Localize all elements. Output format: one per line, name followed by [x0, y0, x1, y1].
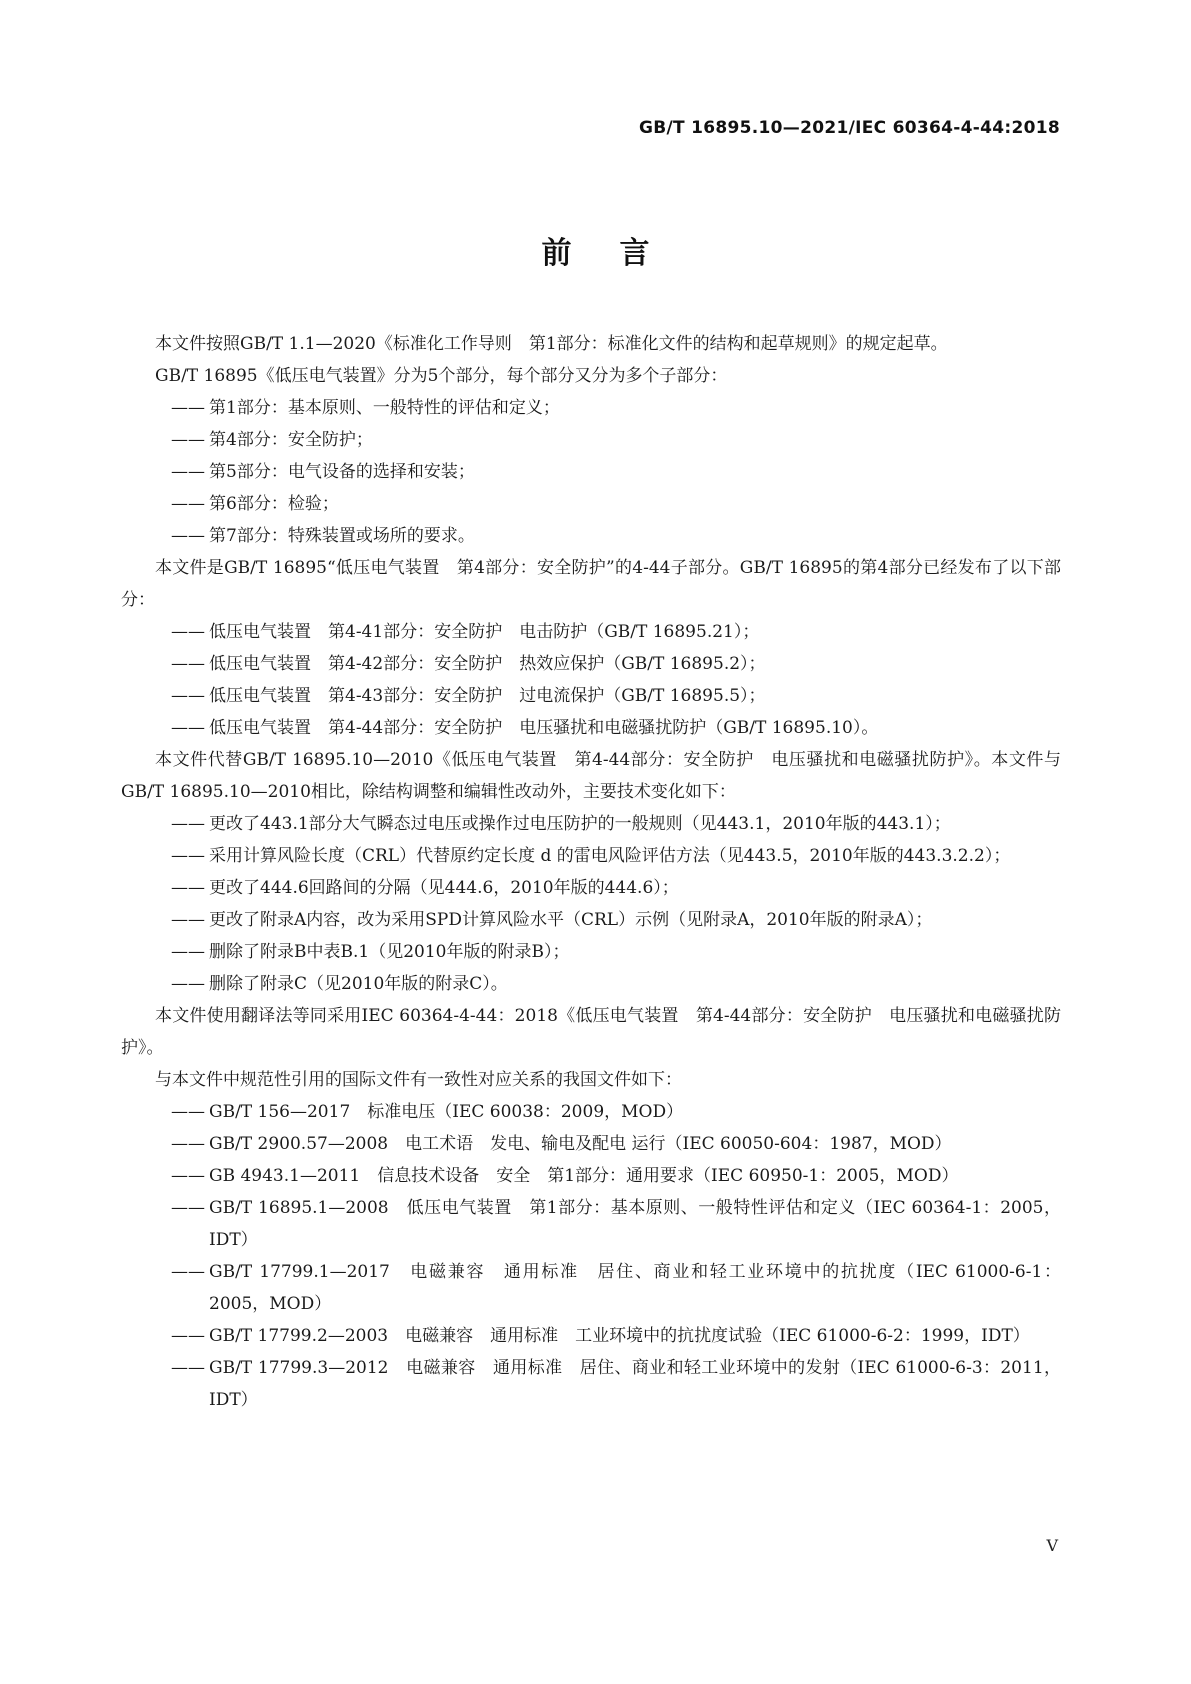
list-item: —— 删除了附录C（见2010年版的附录C）。 [121, 968, 1061, 1000]
list-dash: —— [171, 846, 205, 866]
list-dash: —— [171, 1358, 205, 1378]
paragraph-published-parts: 本文件是GB/T 16895“低压电气装置 第4部分：安全防护”的4-44子部分。GB/T 16895的第4部分已经发布了以下部分： [121, 558, 1061, 610]
list-dash: —— [171, 1198, 205, 1218]
list-dash: —— [171, 1166, 205, 1186]
page-number: V [1046, 1536, 1058, 1555]
list-item: —— 第4部分：安全防护； [121, 424, 1061, 456]
list-dash: —— [171, 494, 205, 514]
list-item: —— 更改了444.6回路间的分隔（见444.6，2010年版的444.6）； [121, 872, 1061, 904]
list-item: —— 低压电气装置 第4-41部分：安全防护 电击防护（GB/T 16895.21）； [121, 616, 1061, 648]
list-dash: —— [171, 526, 205, 546]
list-item: —— GB/T 17799.3—2012 电磁兼容 通用标准 居住、商业和轻工业环境中的发射（IEC 61000-6-3：2011，IDT） [121, 1352, 1061, 1416]
list-dash: —— [171, 398, 205, 418]
list-dash: —— [171, 910, 205, 930]
list-dash: —— [171, 686, 205, 706]
list-dash: —— [171, 718, 205, 738]
list-item: —— 低压电气装置 第4-44部分：安全防护 电压骚扰和电磁骚扰防护（GB/T 16895.10）。 [121, 712, 1061, 744]
list-item: —— 第5部分：电气设备的选择和安装； [121, 456, 1061, 488]
list-item: —— 更改了附录A内容，改为采用SPD计算风险水平（CRL）示例（见附录A，2010年版的附录A）； [121, 904, 1061, 936]
list-dash: —— [171, 654, 205, 674]
list-item: —— 低压电气装置 第4-42部分：安全防护 热效应保护（GB/T 16895.2）； [121, 648, 1061, 680]
list-item: —— 第1部分：基本原则、一般特性的评估和定义； [121, 392, 1061, 424]
paragraph-references-intro: 与本文件中规范性引用的国际文件有一致性对应关系的我国文件如下： [155, 1070, 682, 1090]
list-dash: —— [171, 430, 205, 450]
list-item: —— 采用计算风险长度（CRL）代替原约定长度 d 的雷电风险评估方法（见443.5，2010年版的443.3.2.2）； [121, 840, 1061, 872]
list-item: —— 第7部分：特殊装置或场所的要求。 [121, 520, 1061, 552]
changes-list [121, 808, 1061, 1000]
list-dash: —— [171, 622, 205, 642]
list-item: —— GB/T 17799.2—2003 电磁兼容 通用标准 工业环境中的抗扰度试验（IEC 61000-6-2：1999，IDT） [121, 1320, 1061, 1352]
document-header: GB/T 16895.10—2021/IEC 60364-4-44:2018 [638, 118, 1060, 138]
list-item: —— GB/T 2900.57—2008 电工术语 发电、输电及配电 运行（IEC 60050-604：1987，MOD） [121, 1128, 1061, 1160]
list-item: —— 低压电气装置 第4-43部分：安全防护 过电流保护（GB/T 16895.5）； [121, 680, 1061, 712]
page-title: 前言 [541, 236, 698, 271]
list-dash: —— [171, 1102, 205, 1122]
list-dash: —— [171, 878, 205, 898]
list-item: —— GB 4943.1—2011 信息技术设备 安全 第1部分：通用要求（IEC 60950-1：2005，MOD） [121, 1160, 1061, 1192]
list-item: —— GB/T 156—2017 标准电压（IEC 60038：2009，MOD） [121, 1096, 1061, 1128]
list-item: —— 删除了附录B中表B.1（见2010年版的附录B）； [121, 936, 1061, 968]
foreword-body [121, 328, 1061, 1416]
list-dash: —— [171, 974, 205, 994]
list-item: —— 更改了443.1部分大气瞬态过电压或操作过电压防护的一般规则（见443.1，2010年版的443.1）； [121, 808, 1061, 840]
list-item: —— GB/T 16895.1—2008 低压电气装置 第1部分：基本原则、一般特性评估和定义（IEC 60364-1：2005，IDT） [121, 1192, 1061, 1256]
published-list [121, 616, 1061, 744]
parts-list [121, 392, 1061, 552]
list-dash: —— [171, 1262, 205, 1282]
paragraph-replacement: 本文件代替GB/T 16895.10—2010《低压电气装置 第4-44部分：安全防护 电压骚扰和电磁骚扰防护》。本文件与GB/T 16895.10—2010相比，除结构调整和编辑性改动外，主要技术变化如下： [121, 750, 1061, 802]
list-dash: —— [171, 942, 205, 962]
list-dash: —— [171, 462, 205, 482]
list-dash: —— [171, 1326, 205, 1346]
list-item: —— GB/T 17799.1—2017 电磁兼容 通用标准 居住、商业和轻工业环境中的抗扰度（IEC 61000-6-1：2005，MOD） [121, 1256, 1061, 1320]
paragraph-adoption: 本文件使用翻译法等同采用IEC 60364-4-44：2018《低压电气装置 第4-44部分：安全防护 电压骚扰和电磁骚扰防护》。 [121, 1006, 1061, 1058]
paragraph-series-structure: GB/T 16895《低压电气装置》分为5个部分，每个部分又分为多个子部分： [155, 366, 728, 386]
paragraph-drafting-rules: 本文件按照GB/T 1.1—2020《标准化工作导则 第1部分：标准化文件的结构和起草规则》的规定起草。 [155, 334, 948, 354]
references-list [121, 1096, 1061, 1416]
list-item: —— 第6部分：检验； [121, 488, 1061, 520]
list-dash: —— [171, 814, 205, 834]
list-dash: —— [171, 1134, 205, 1154]
